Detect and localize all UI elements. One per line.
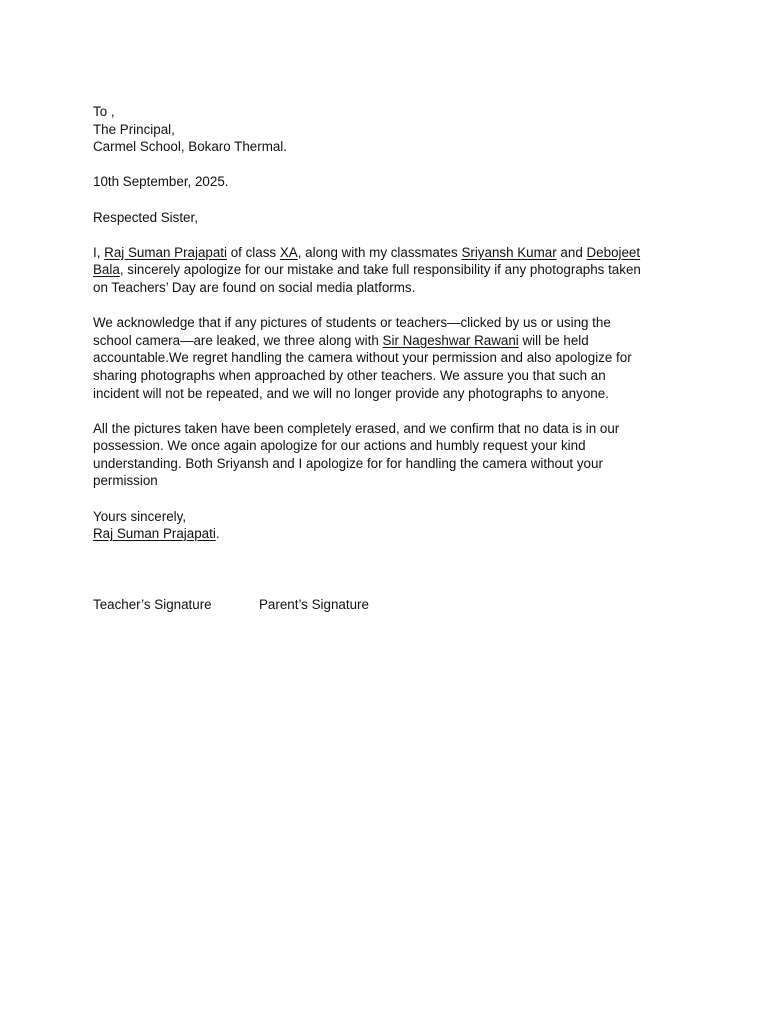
text-fragment: of class bbox=[226, 244, 280, 260]
address-to: To , bbox=[93, 104, 115, 119]
parent-signature-label: Parent’s Signature bbox=[259, 596, 369, 612]
spacer bbox=[93, 191, 693, 209]
paragraph-line bbox=[93, 244, 693, 262]
spacer bbox=[93, 402, 693, 420]
address-school: Carmel School, Bokaro Thermal. bbox=[93, 139, 287, 155]
salutation: Respected Sister, bbox=[93, 209, 198, 225]
text-fragment: . bbox=[215, 526, 220, 542]
signer-line bbox=[93, 525, 693, 543]
paragraph-line bbox=[93, 261, 693, 279]
signature-row bbox=[93, 596, 693, 614]
text-fragment: will be held bbox=[518, 332, 589, 348]
class-name: XA bbox=[279, 244, 298, 260]
address-recipient: The Principal, bbox=[93, 121, 175, 137]
paragraph-line: possession. We once again apologize for our actions and humbly request your kind bbox=[93, 438, 586, 454]
spacer bbox=[93, 226, 693, 244]
text-fragment: , along with my classmates bbox=[297, 244, 462, 260]
paragraph-line: understanding. Both Sriyansh and I apologize for for handling the camera without your bbox=[93, 455, 603, 471]
spacer bbox=[93, 156, 693, 174]
spacer bbox=[93, 490, 693, 508]
paragraph-line: incident will not be repeated, and we will no longer provide any photographs to anyone. bbox=[93, 385, 609, 401]
classmate-name-2-first: Debojeet bbox=[586, 244, 641, 260]
paragraph-line: permission bbox=[93, 473, 158, 489]
text-fragment: I, bbox=[93, 244, 105, 260]
text-fragment: and bbox=[556, 244, 587, 260]
teacher-name: Sir Nageshwar Rawani bbox=[382, 332, 519, 348]
paragraph-line: accountable.We regret handling the camera without your permission and also apologize for bbox=[93, 350, 632, 366]
paragraph-line bbox=[93, 332, 693, 350]
letter-page bbox=[93, 103, 693, 613]
paragraph-line: sharing photographs when approached by other teachers. We assure you that such an bbox=[93, 367, 606, 383]
paragraph-apology bbox=[93, 244, 693, 297]
paragraph-acknowledgement bbox=[93, 314, 693, 402]
valediction: Yours sincerely, bbox=[93, 508, 187, 524]
classmate-name-2-last: Bala bbox=[93, 262, 120, 278]
spacer bbox=[93, 297, 693, 315]
classmate-name-1: Sriyansh Kumar bbox=[461, 244, 557, 260]
text-fragment: school camera—are leaked, we three along with bbox=[93, 332, 383, 348]
letter-date: 10th September, 2025. bbox=[93, 174, 229, 190]
teacher-signature-label: Teacher’s Signature bbox=[93, 596, 212, 612]
student-name: Raj Suman Prajapati bbox=[104, 244, 227, 260]
paragraph-erasure bbox=[93, 420, 693, 490]
paragraph-line: on Teachers’ Day are found on social media platforms. bbox=[93, 279, 416, 295]
paragraph-line: We acknowledge that if any pictures of students or teachers—clicked by us or using the bbox=[93, 315, 611, 331]
paragraph-line: All the pictures taken have been completely erased, and we confirm that no data is in our bbox=[93, 420, 620, 436]
text-fragment: , sincerely apologize for our mistake and take full responsibility if any photographs taken bbox=[119, 262, 641, 278]
closing bbox=[93, 508, 693, 543]
recipient-address bbox=[93, 103, 693, 156]
signer-name: Raj Suman Prajapati bbox=[93, 526, 216, 542]
